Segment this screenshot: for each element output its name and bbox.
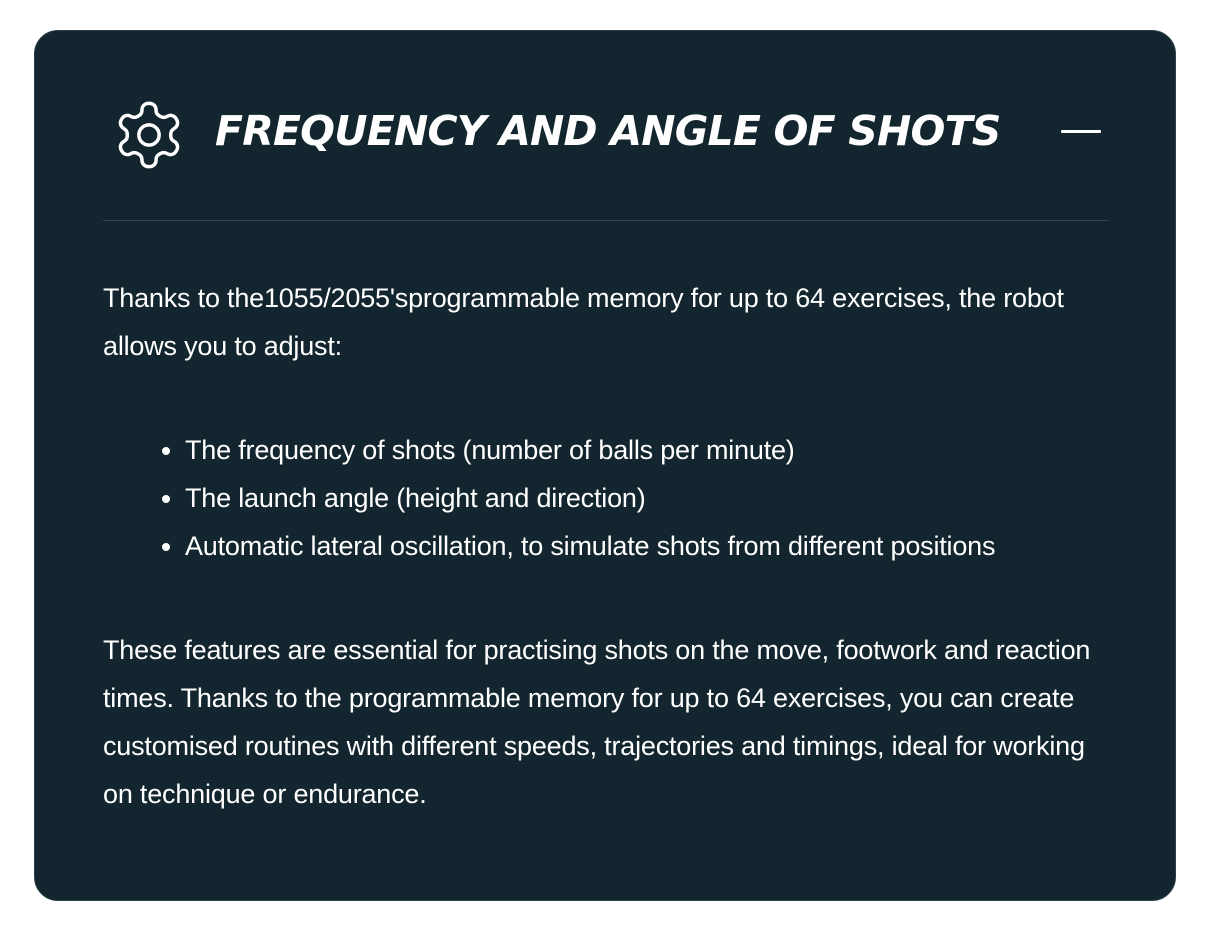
minus-icon[interactable] (1057, 111, 1105, 153)
intro-paragraph: Thanks to the1055/2055'sprogrammable memory for up to 64 exercises, the robot allows you to adjust: (103, 283, 1064, 361)
gear-icon (111, 97, 187, 173)
header-divider (103, 220, 1109, 221)
section-title: FREQUENCY AND ANGLE OF SHOTS (215, 107, 1001, 155)
accordion-header[interactable] (103, 93, 1109, 173)
list-item: • The frequency of shots (number of balls per minute) (185, 426, 1113, 474)
feature-list (103, 426, 1113, 570)
list-item: • Automatic lateral oscillation, to simulate shots from different positions (185, 522, 1113, 570)
list-item: • The launch angle (height and direction) (185, 474, 1113, 522)
accordion-content (103, 274, 1113, 818)
accordion-panel (34, 30, 1176, 901)
outro-paragraph: These features are essential for practising shots on the move, footwork and reaction times. Thanks to the programmable memory for up to 64 exercises, you can create customised routines with different speeds, trajectories and timings, ideal for working on technique or endurance. (103, 635, 1091, 809)
